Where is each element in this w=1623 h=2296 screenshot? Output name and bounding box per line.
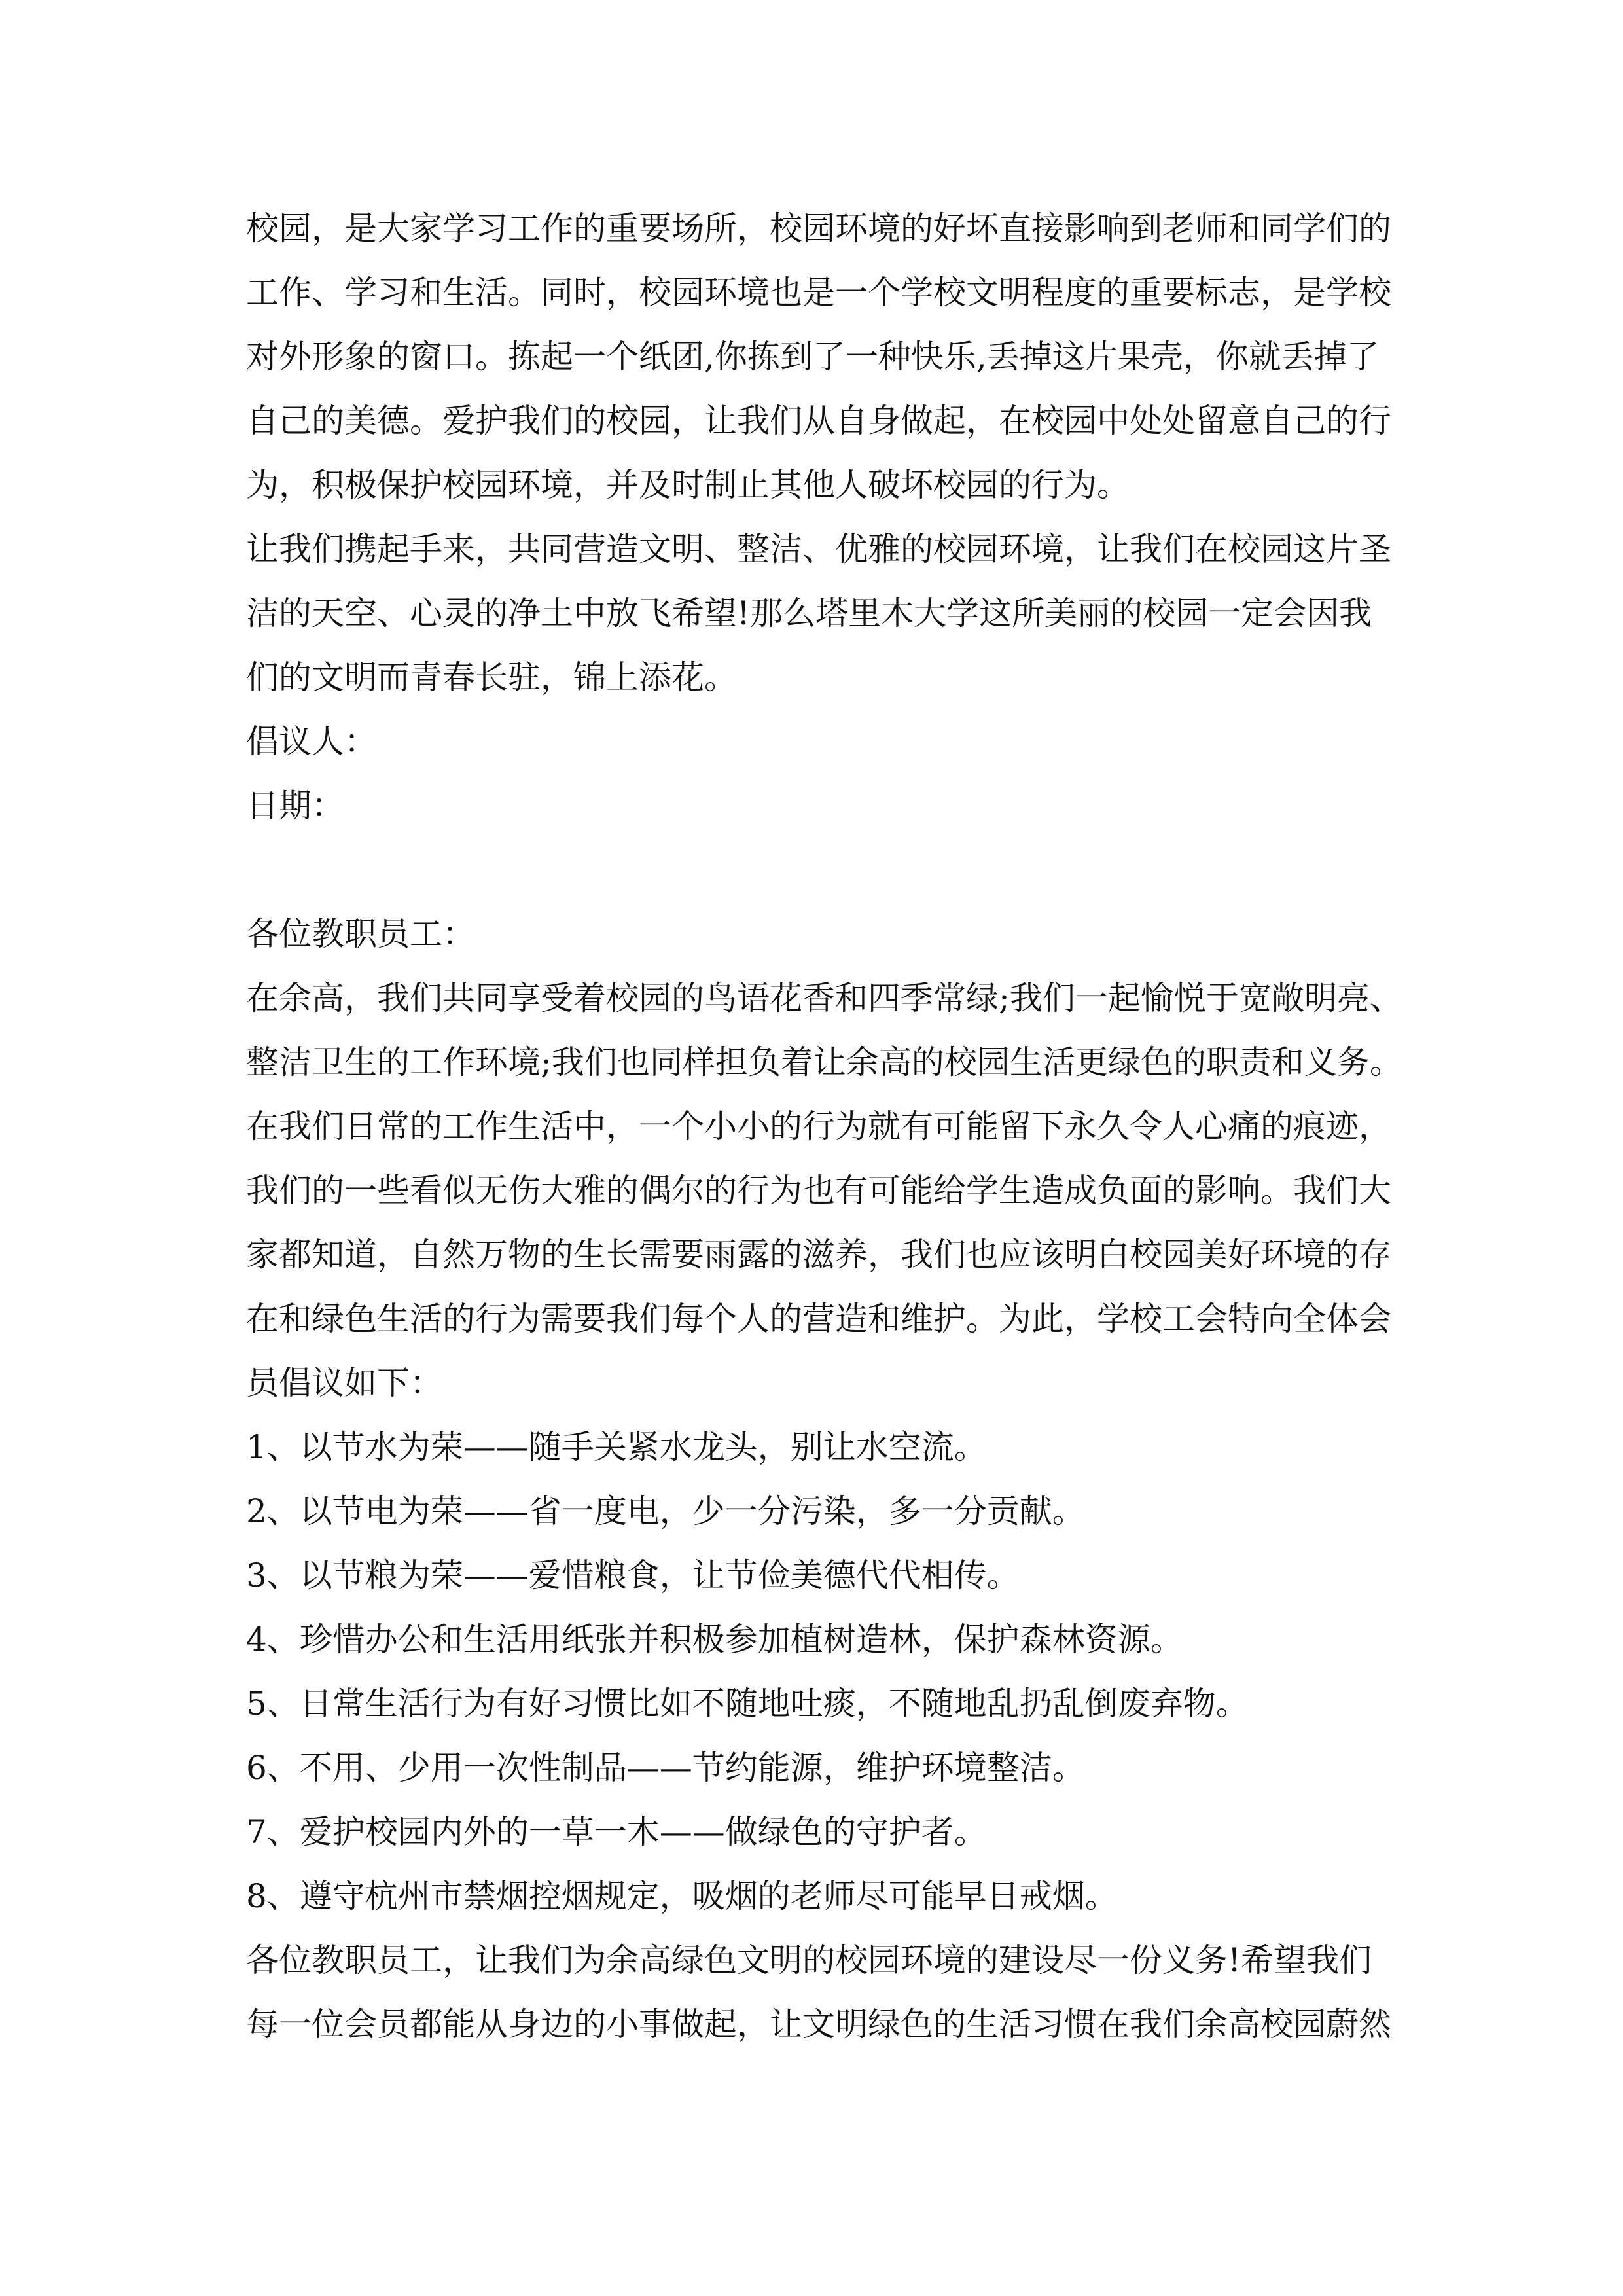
text-line: 为，积极保护校园环境，并及时制止其他人破坏校园的行为。 bbox=[246, 466, 1130, 504]
text-line: 校园，是大家学习工作的重要场所，校园环境的好坏直接影响到老师和同学们的 bbox=[246, 209, 1391, 247]
text-line: 在余高，我们共同享受着校园的鸟语花香和四季常绿;我们一起愉悦于宽敞明亮、 bbox=[246, 979, 1402, 1017]
document-body bbox=[246, 196, 1402, 2056]
list-item: 3、以节粮为荣——爱惜粮食，让节俭美德代代相传。 bbox=[246, 1556, 1020, 1594]
text-line: 每一位会员都能从身边的小事做起，让文明绿色的生活习惯在我们余高校园蔚然 bbox=[246, 2005, 1391, 2043]
text-line: 在和绿色生活的行为需要我们每个人的营造和维护。为此，学校工会特向全体会 bbox=[246, 1300, 1391, 1338]
list-item: 7、爱护校园内外的一草一木——做绿色的守护者。 bbox=[246, 1813, 987, 1851]
text-line: 让我们携起手来，共同营造文明、整洁、优雅的校园环境，让我们在校园这片圣 bbox=[246, 530, 1391, 568]
list-item: 4、珍惜办公和生活用纸张并积极参加植树造林，保护森林资源。 bbox=[246, 1621, 1183, 1659]
date-label: 日期： bbox=[246, 787, 344, 825]
text-line: 工作、学习和生活。同时，校园环境也是一个学校文明程度的重要标志，是学校 bbox=[246, 274, 1391, 312]
text-line: 家都知道，自然万物的生长需要雨露的滋养，我们也应该明白校园美好环境的存 bbox=[246, 1236, 1391, 1274]
text-line: 洁的天空、心灵的净土中放飞希望!那么塔里木大学这所美丽的校园一定会因我 bbox=[246, 594, 1372, 632]
text-line: 对外形象的窗口。拣起一个纸团,你拣到了一种快乐,丢掉这片果壳，你就丢掉了 bbox=[246, 338, 1380, 376]
text-line: 自己的美德。爱护我们的校园，让我们从自身做起，在校园中处处留意自己的行 bbox=[246, 402, 1391, 440]
list-item: 1、以节水为荣——随手关紧水龙头，别让水空流。 bbox=[246, 1428, 987, 1466]
list-item: 6、不用、少用一次性制品——节约能源，维护环境整洁。 bbox=[246, 1749, 1085, 1787]
list-item: 8、遵守杭州市禁烟控烟规定，吸烟的老师尽可能早日戒烟。 bbox=[246, 1877, 1118, 1915]
list-item: 5、日常生活行为有好习惯比如不随地吐痰，不随地乱扔乱倒废弃物。 bbox=[246, 1685, 1249, 1723]
text-line: 们的文明而青春长驻，锦上添花。 bbox=[246, 658, 737, 696]
text-line: 在我们日常的工作生活中，一个小小的行为就有可能留下永久令人心痛的痕迹， bbox=[246, 1107, 1391, 1145]
section-spacer bbox=[246, 838, 1398, 902]
proposer-label: 倡议人： bbox=[246, 723, 377, 761]
text-line: 各位教职员工，让我们为余高绿色文明的校园环境的建设尽一份义务!希望我们 bbox=[246, 1941, 1372, 1979]
salutation: 各位教职员工： bbox=[246, 915, 475, 953]
text-line: 员倡议如下： bbox=[246, 1364, 442, 1402]
text-line: 整洁卫生的工作环境;我们也同样担负着让余高的校园生活更绿色的职责和义务。 bbox=[246, 1043, 1402, 1081]
text-line: 我们的一些看似无伤大雅的偶尔的行为也有可能给学生造成负面的影响。我们大 bbox=[246, 1172, 1391, 1210]
list-item: 2、以节电为荣——省一度电，少一分污染，多一分贡献。 bbox=[246, 1492, 1085, 1530]
